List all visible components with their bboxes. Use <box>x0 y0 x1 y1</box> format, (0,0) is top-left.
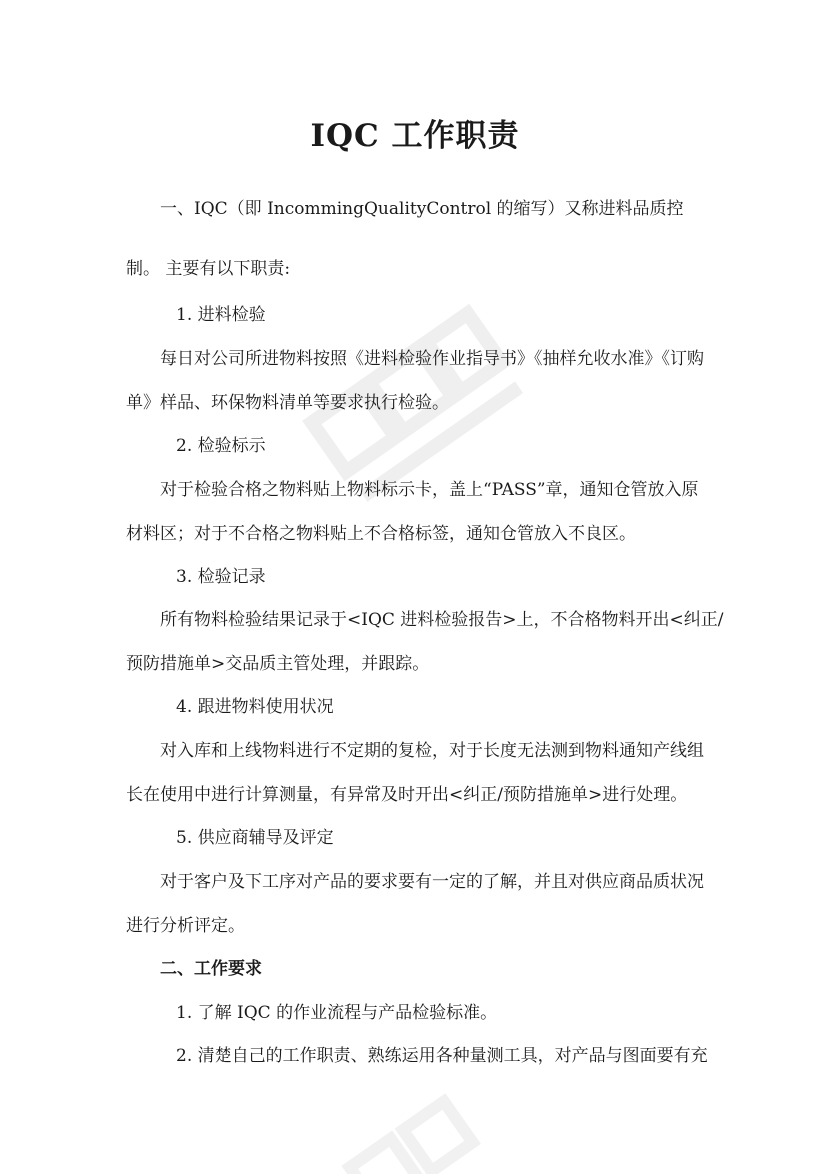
paragraph-5-line-2: 进行分析评定。 <box>126 916 245 936</box>
paragraph-2-line-2: 材料区；对于不合格之物料贴上不合格标签，通知仓管放入不良区。 <box>126 524 636 544</box>
requirement-2: 2. 清楚自己的工作职责、熟练运用各种量测工具，对产品与图面要有充 <box>176 1046 708 1066</box>
paragraph-1-line-2: 单》样品、环保物料清单等要求执行检验。 <box>126 393 449 413</box>
paragraph-3-line-1: 所有物料检验结果记录于<IQC 进料检验报告>上，不合格物料开出<纠正/ <box>160 610 724 630</box>
section-heading-1-line-1: 一、IQC（即 IncommingQualityControl 的缩写）又称进料品质控 <box>160 199 684 219</box>
paragraph-3-line-2: 预防措施单>交品质主管处理，并跟踪。 <box>126 654 430 674</box>
item-heading-4: 4. 跟进物料使用状况 <box>176 697 334 717</box>
paragraph-2-line-1: 对于检验合格之物料贴上物料标示卡，盖上“PASS”章，通知仓管放入原 <box>160 480 699 500</box>
item-heading-2: 2. 检验标示 <box>176 436 266 456</box>
page-title: IQC 工作职责 <box>310 118 520 154</box>
paragraph-1-line-1: 每日对公司所进物料按照《进料检验作业指导书》《抽样允收水准》《订购 <box>160 349 704 369</box>
item-heading-1: 1. 进料检验 <box>176 305 266 325</box>
section-heading-2: 二、工作要求 <box>160 959 262 979</box>
paragraph-5-line-1: 对于客户及下工序对产品的要求要有一定的了解，并且对供应商品质状况 <box>160 872 704 892</box>
section-heading-1-line-2: 制。 主要有以下职责: <box>126 259 291 279</box>
paragraph-4-line-2: 长在使用中进行计算测量，有异常及时开出<纠正/预防措施单>进行处理。 <box>126 785 688 805</box>
paragraph-4-line-1: 对入库和上线物料进行不定期的复检，对于长度无法测到物料通知产线组 <box>160 741 704 761</box>
requirement-1: 1. 了解 IQC 的作业流程与产品检验标准。 <box>176 1003 498 1023</box>
watermark-stamp-icon <box>290 300 550 540</box>
watermark-stamp-icon <box>330 1060 530 1174</box>
item-heading-5: 5. 供应商辅导及评定 <box>176 828 334 848</box>
item-heading-3: 3. 检验记录 <box>176 567 266 587</box>
